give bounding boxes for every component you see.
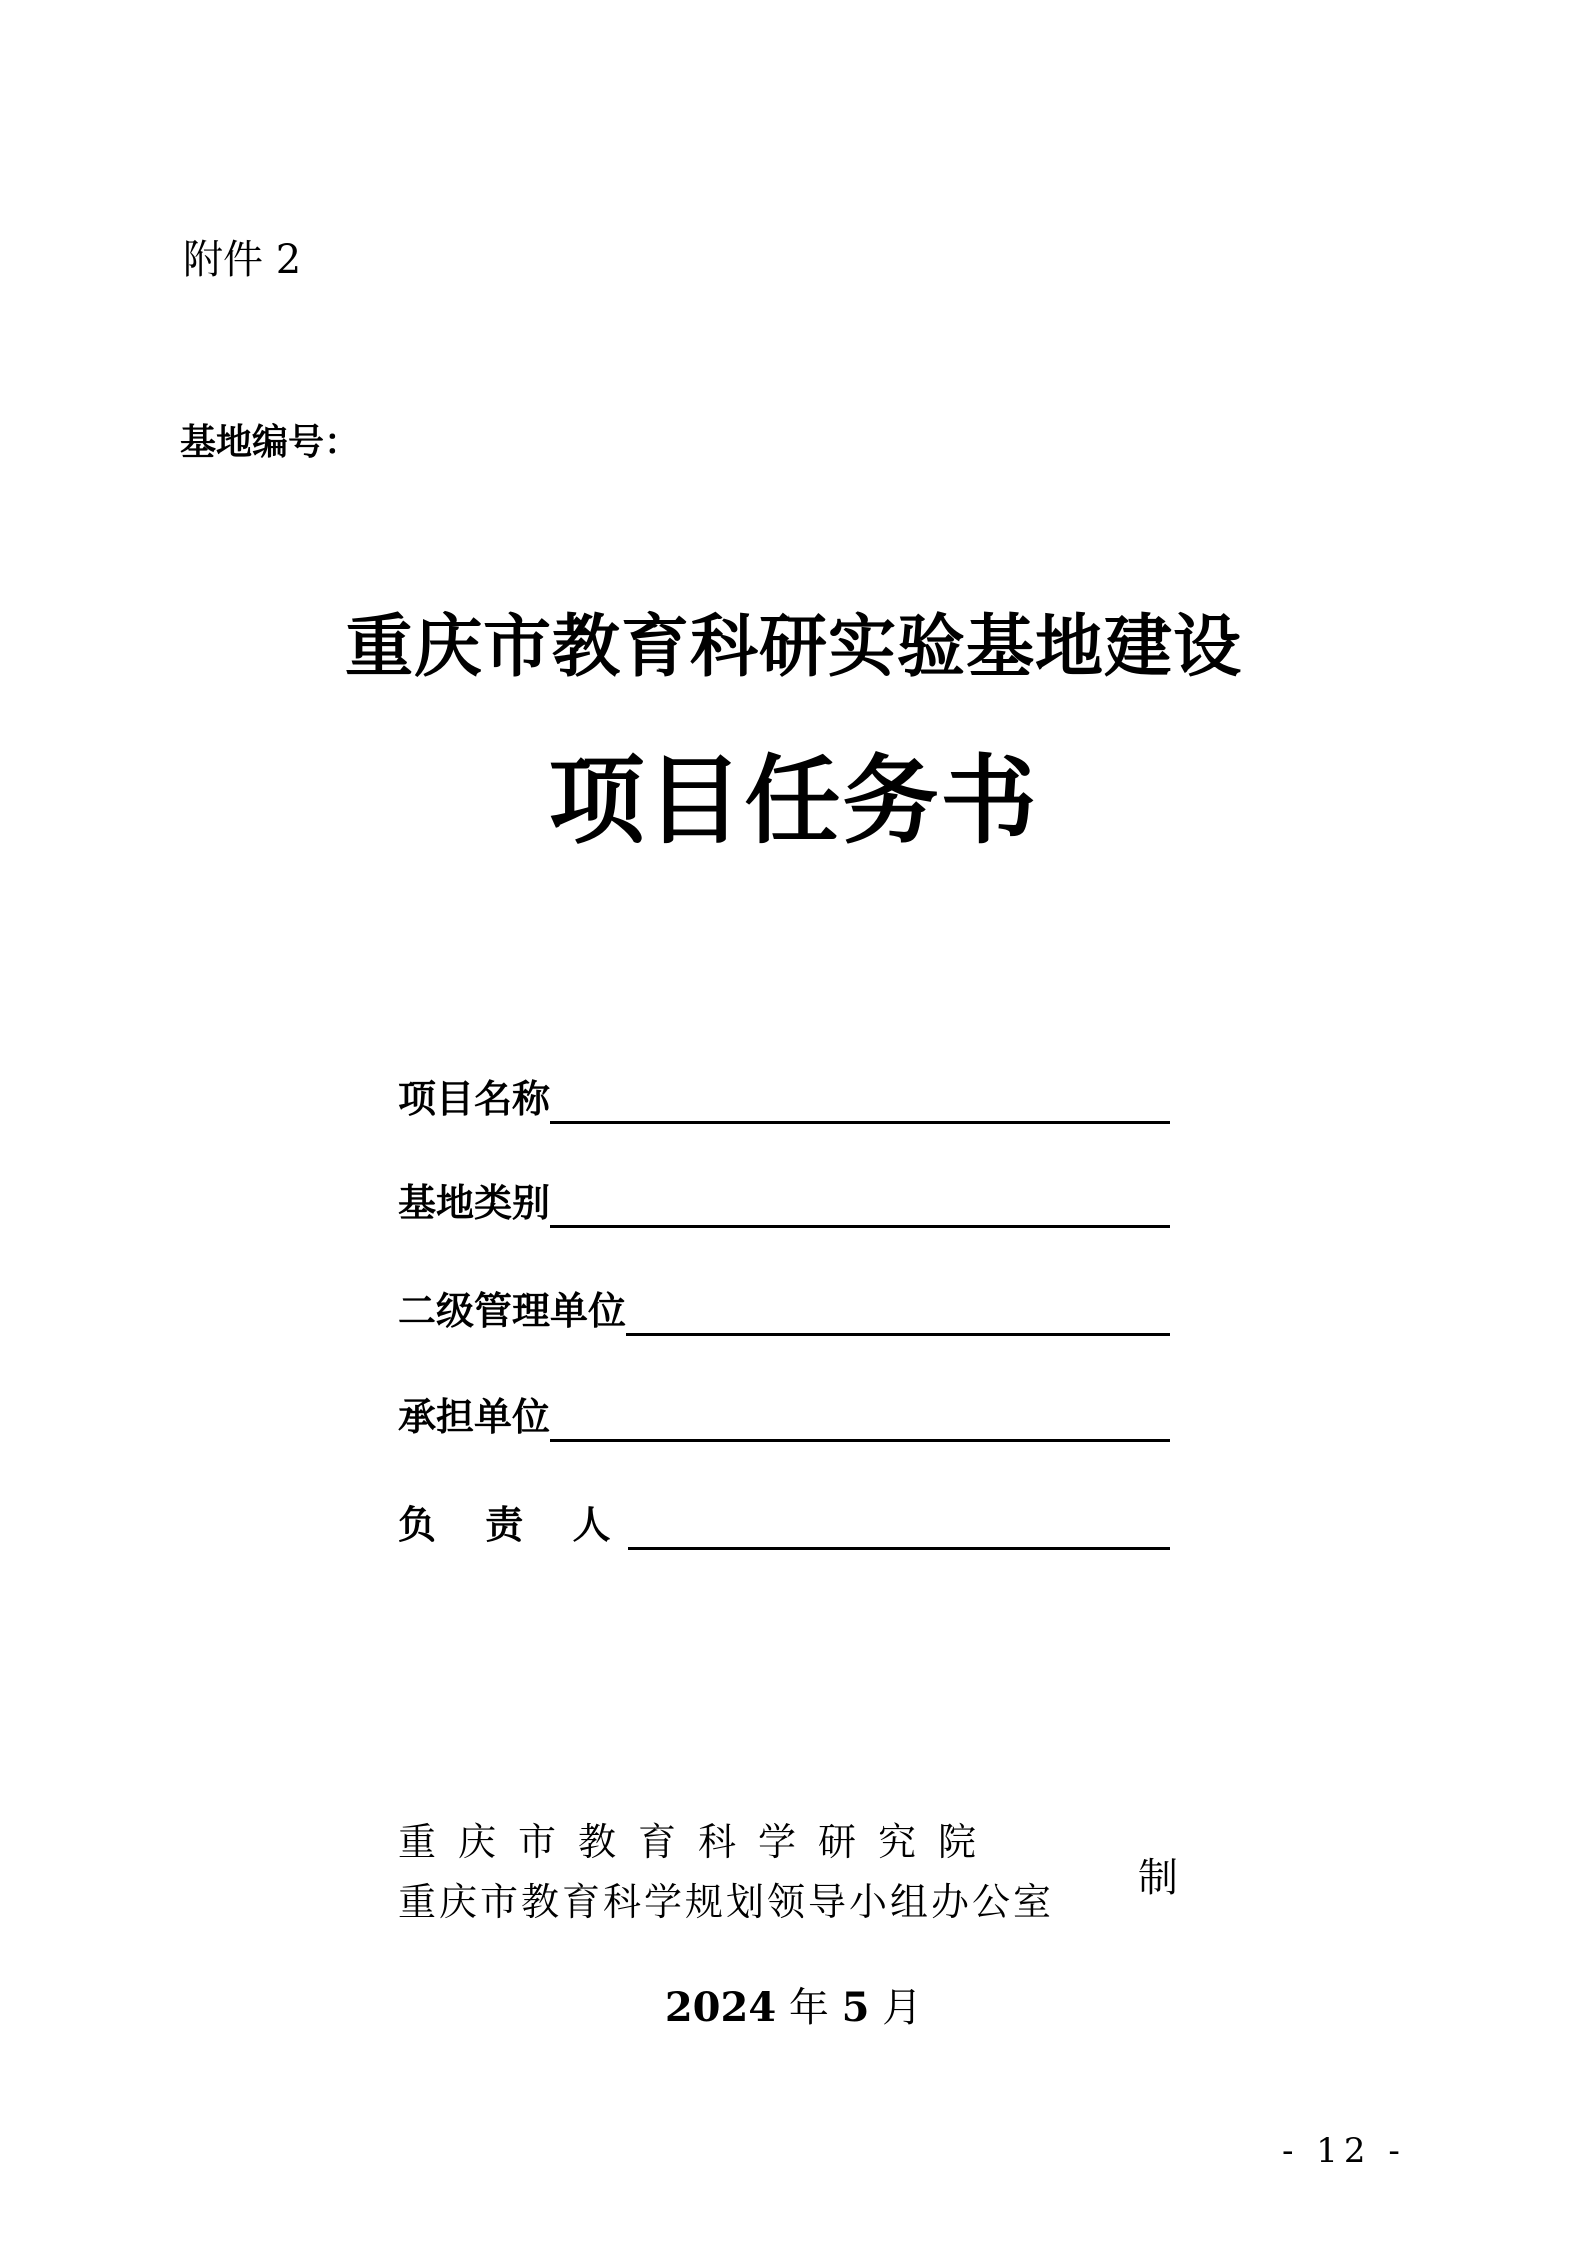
document-title: 重庆市教育科研实验基地建设 xyxy=(344,607,1242,687)
document-subtitle: 项目任务书 xyxy=(548,744,1039,857)
project-name-label: 项目名称 xyxy=(398,1077,551,1121)
person-in-charge-input-line[interactable] xyxy=(628,1501,1170,1550)
page-number: - 12 - xyxy=(1282,2131,1406,2171)
base-category-label: 基地类别 xyxy=(398,1181,551,1225)
project-name-field[interactable] xyxy=(398,1064,1170,1124)
issuing-org-1: 重庆市教育科学研究院 xyxy=(398,1820,999,1864)
issue-date xyxy=(0,1980,1587,2036)
undertaking-unit-label: 承担单位 xyxy=(398,1395,551,1439)
person-in-charge-field[interactable] xyxy=(398,1490,1170,1550)
made-by-label: 制 xyxy=(1138,1855,1178,1901)
date-month-char: 月 xyxy=(882,1985,923,2031)
secondary-management-unit-label: 二级管理单位 xyxy=(398,1289,627,1333)
secondary-management-unit-input-line[interactable] xyxy=(626,1287,1170,1336)
base-number-label: 基地编号： xyxy=(180,422,361,463)
project-name-input-line[interactable] xyxy=(550,1075,1170,1124)
date-year: 2024 xyxy=(664,1984,777,2031)
date-year-char: 年 xyxy=(788,1985,829,2031)
date-month: 5 xyxy=(841,1984,870,2031)
secondary-management-unit-field[interactable] xyxy=(398,1276,1170,1336)
base-category-field[interactable] xyxy=(398,1168,1170,1228)
attachment-label: 附件 2 xyxy=(183,237,302,283)
undertaking-unit-input-line[interactable] xyxy=(550,1393,1170,1442)
issuing-org-2: 重庆市教育科学规划领导小组办公室 xyxy=(398,1880,1055,1924)
base-category-input-line[interactable] xyxy=(550,1179,1170,1228)
undertaking-unit-field[interactable] xyxy=(398,1382,1170,1442)
person-in-charge-label: 负 责 人 xyxy=(398,1503,629,1547)
issuing-organizations xyxy=(398,1812,1054,1932)
